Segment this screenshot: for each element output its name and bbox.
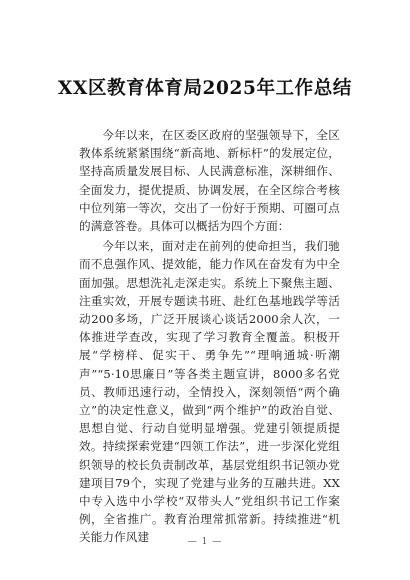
page-number: — 1 — [187, 537, 223, 547]
paragraph-work-style: 今年以来，面对走在前列的使命担当，我们驰而不息强作风、提效能，能力作风在奋发有为中全面加强。思想洗礼走深走实。系统上下聚焦主题、注重实效，开展专题读书班、赴红色基地践学等活动200多场，广泛开展谈心谈话2000余人次，一体推进学查改，实现了学习教育全覆盖。积极开展“学榜样、促实干、勇争先”“理响通城·听潮声”“5·10思廉日”等各类主题宣讲，8000多名党员、教师迅速行动，全情投入，深刻领悟“两个确立”的决定性意义，做到“两个维护”的政治自觉、思想自觉、行动自觉明显增强。党建引领提质提效。持续探索党建“四领工作法”，进一步深化党组织领导的校长负责制改革，基层党组织书记领办党建项目79个，实现了党建与业务的互融共进。XX中专入选中小学校“双带头人”党组织书记工作案例，全省推广。教育治理常抓常新。持续推进“机关能力作风建 [79, 239, 340, 545]
document-title: XX区教育体育局2025年工作总结 [58, 78, 352, 99]
paragraph-intro: 今年以来，在区委区政府的坚强领导下，全区教体系统紧紧围绕“新高地、新标杆”的发展定位，坚持高质量发展目标、人民满意标准，深耕细作、全面发力，提优提质、协调发展，在全区综合考核中位列第一等次，交出了一份好于预期、可圈可点的满意答卷。具体可以概括为四个方面： [79, 128, 340, 234]
document-body [79, 126, 340, 547]
